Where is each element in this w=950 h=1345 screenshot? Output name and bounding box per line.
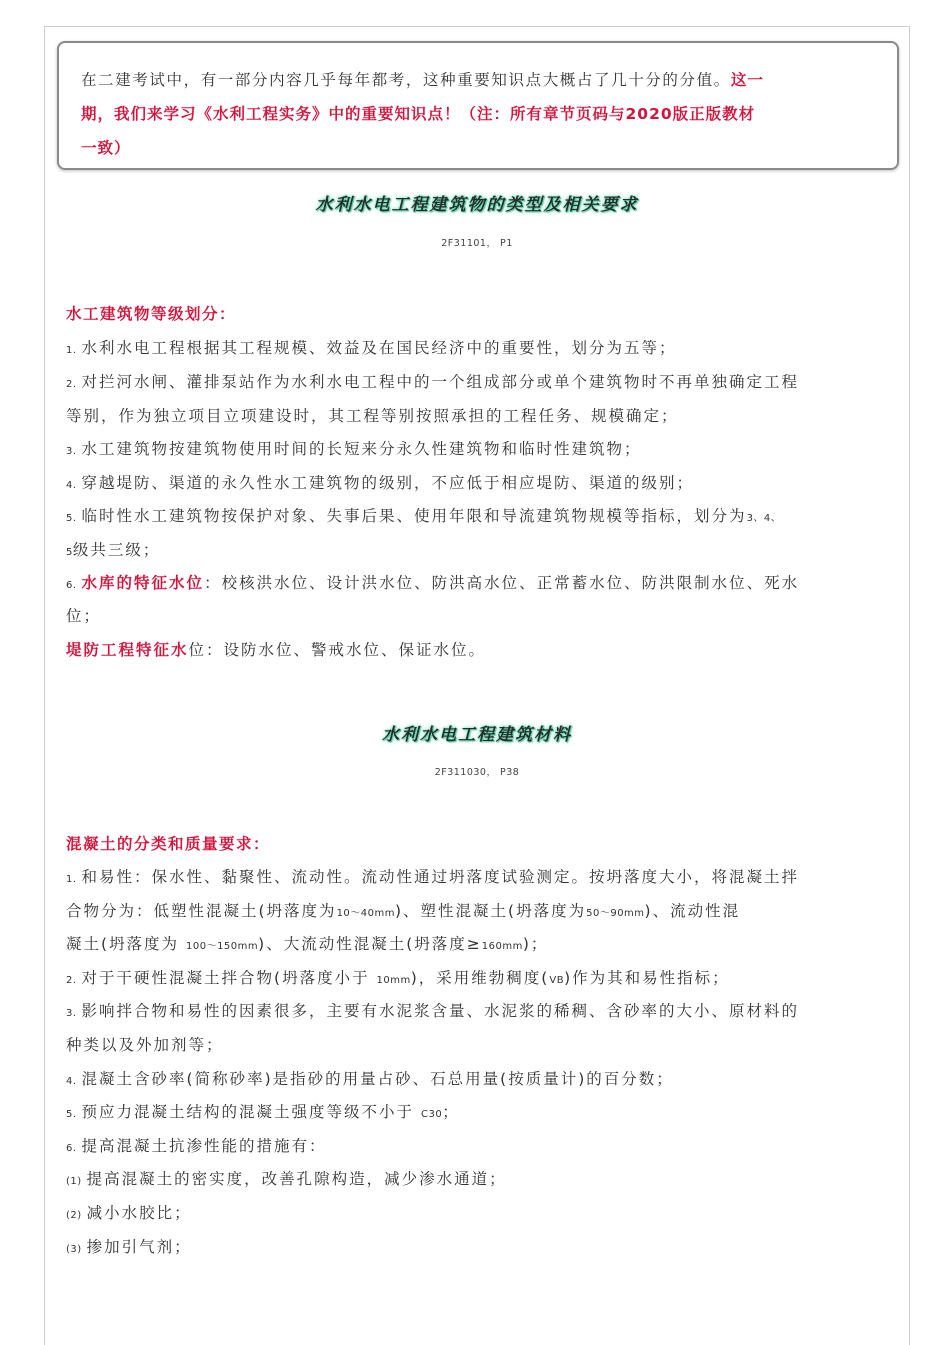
list-item: 3. 影响拌合物和易性的因素很多，主要有水泥浆含量、水泥浆的稀稠、含砂率的大小、原材料的 xyxy=(66,1002,800,1020)
intro-notice-box xyxy=(57,41,899,170)
list-item: 5级共三级； xyxy=(66,541,161,559)
list-item: 种类以及外加剂等； xyxy=(66,1036,224,1054)
list-item: 4. 穿越堤防、渠道的永久性水工建筑物的级别，不应低于相应堤防、渠道的级别； xyxy=(66,474,695,492)
notice-highlight-1: 这一 xyxy=(730,71,764,89)
list-item: 6. 提高混凝土抗渗性能的措施有： xyxy=(66,1137,327,1155)
section1-reference: 2F31101， P1 xyxy=(441,238,513,249)
list-item: 合物分为：低塑性混凝土(坍落度为10～40mm)、塑性混凝土(坍落度为50～90mm)、流动性混 xyxy=(66,902,741,920)
list-item: 2. 对拦河水闸、灌排泵站作为水利水电工程中的一个组成部分或单个建筑物时不再单独确定工程 xyxy=(66,373,800,391)
section1-heading: 水利水电工程建筑物的类型及相关要求 xyxy=(315,195,639,215)
list-item: (2) 减小水胶比； xyxy=(66,1204,192,1222)
list-item: 位； xyxy=(66,607,102,625)
list-item: 5. 临时性水工建筑物按保护对象、失事后果、使用年限和导流建筑物规模等指标，划分为3、4、 xyxy=(66,507,782,525)
section2-reference: 2F311030， P38 xyxy=(434,767,520,778)
list-item: 1. 水利水电工程根据其工程规模、效益及在国民经济中的重要性，划分为五等； xyxy=(66,339,677,357)
notice-highlight-3: 一致） xyxy=(81,139,131,157)
section2-heading: 水利水电工程建筑材料 xyxy=(382,725,572,745)
list-item: 2. 对于干硬性混凝土拌合物(坍落度小于 10mm)，采用维勃稠度(VB)作为其和易性指标； xyxy=(66,969,730,987)
list-item: 6. 水库的特征水位：校核洪水位、设计洪水位、防洪高水位、正常蓄水位、防洪限制水位、死水 xyxy=(66,574,800,592)
section1-title: 水工建筑物等级划分： xyxy=(66,305,237,323)
list-item: 等别，作为独立项目立项建设时，其工程等别按照承担的工程任务、规模确定； xyxy=(66,407,679,425)
list-item: (1) 提高混凝土的密实度，改善孔隙构造，减少渗水通道； xyxy=(66,1170,507,1188)
notice-text: 在二建考试中，有一部分内容几乎每年都考，这种重要知识点大概占了几十分的分值。 xyxy=(81,71,731,89)
list-item: 1. 和易性：保水性、黏聚性、流动性。流动性通过坍落度试验测定。按坍落度大小，将混凝土拌 xyxy=(66,868,800,886)
list-item: (3) 掺加引气剂； xyxy=(66,1238,192,1256)
list-item: 堤防工程特征水位：设防水位、警戒水位、保证水位。 xyxy=(66,641,487,659)
section2-title: 混凝土的分类和质量要求： xyxy=(66,835,271,853)
list-item: 4. 混凝土含砂率(简称砂率)是指砂的用量占砂、石总用量(按质量计)的百分数； xyxy=(66,1070,674,1088)
list-item: 凝土(坍落度为 100～150mm)、大流动性混凝土(坍落度≥160mm)； xyxy=(66,935,549,953)
list-item: 5. 预应力混凝土结构的混凝土强度等级不小于 C30； xyxy=(66,1103,460,1121)
list-item: 3. 水工建筑物按建筑物使用时间的长短来分永久性建筑物和临时性建筑物； xyxy=(66,440,642,458)
notice-highlight-2: 期，我们来学习《水利工程实务》中的重要知识点！（注：所有章节页码与2020版正版教材 xyxy=(81,105,756,123)
